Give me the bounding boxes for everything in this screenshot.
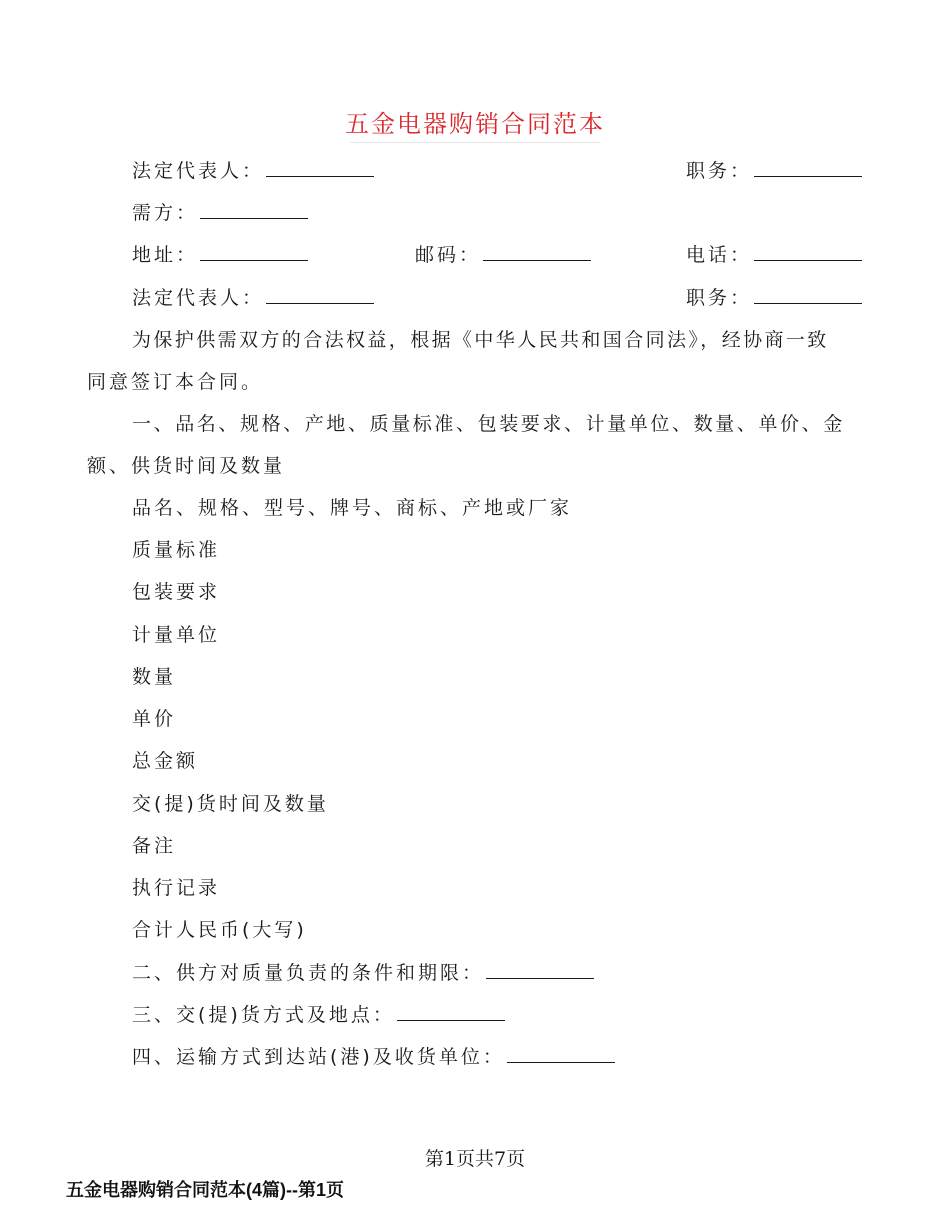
clause-2-text: 二、供方对质量负责的条件和期限： bbox=[132, 962, 485, 984]
clause-3-blank bbox=[397, 1002, 505, 1021]
buyer-legal-rep-label: 法定代表人： bbox=[132, 287, 265, 309]
clause-1-line-1: 一、品名、规格、产地、质量标准、包装要求、计量单位、数量、单价、金 bbox=[132, 413, 845, 435]
supplier-position-field bbox=[686, 158, 862, 184]
list-item: 执行记录 bbox=[132, 877, 221, 899]
list-item: 品名、规格、型号、牌号、商标、产地或厂家 bbox=[132, 497, 573, 519]
clause-3-text: 三、交(提)货方式及地点： bbox=[132, 1004, 395, 1026]
clause-1-line-2: 额、供货时间及数量 bbox=[87, 455, 286, 477]
clause-4-blank bbox=[507, 1044, 615, 1063]
clause-4 bbox=[132, 1044, 615, 1070]
buyer-address-blank bbox=[200, 242, 308, 261]
list-item: 总金额 bbox=[132, 750, 199, 772]
list-item: 包装要求 bbox=[132, 581, 221, 603]
supplier-legal-rep-field bbox=[132, 158, 374, 184]
buyer-postcode-field bbox=[415, 242, 591, 268]
buyer-phone-label: 电话： bbox=[686, 244, 753, 266]
buyer-blank bbox=[200, 200, 308, 219]
buyer-postcode-label: 邮码： bbox=[415, 244, 482, 266]
buyer-address-field bbox=[132, 242, 308, 268]
document-footer-label: 五金电器购销合同范本(4篇)--第1页 bbox=[66, 1180, 344, 1200]
buyer-legal-rep-blank bbox=[266, 285, 374, 304]
buyer-address-label: 地址： bbox=[132, 244, 199, 266]
preamble-line-1: 为保护供需双方的合法权益，根据《中华人民共和国合同法》，经协商一致 bbox=[132, 329, 829, 351]
buyer-phone-field bbox=[686, 242, 862, 268]
supplier-position-label: 职务： bbox=[686, 160, 753, 182]
document-title: 五金电器购销合同范本 bbox=[345, 110, 605, 138]
buyer-label: 需方： bbox=[132, 202, 199, 224]
clause-4-text: 四、运输方式到达站(港)及收货单位： bbox=[132, 1046, 505, 1068]
list-item: 备注 bbox=[132, 835, 177, 857]
buyer-postcode-blank bbox=[483, 242, 591, 261]
supplier-legal-rep-label: 法定代表人： bbox=[132, 160, 265, 182]
clause-2 bbox=[132, 960, 594, 986]
buyer-field bbox=[132, 200, 308, 226]
buyer-phone-blank bbox=[754, 242, 862, 261]
list-item: 数量 bbox=[132, 666, 177, 688]
list-item: 计量单位 bbox=[132, 624, 221, 646]
supplier-position-blank bbox=[754, 158, 862, 177]
buyer-position-blank bbox=[754, 285, 862, 304]
list-item: 质量标准 bbox=[132, 539, 221, 561]
preamble-line-2: 同意签订本合同。 bbox=[87, 371, 264, 393]
list-item: 合计人民币(大写) bbox=[132, 919, 307, 941]
supplier-legal-rep-blank bbox=[266, 158, 374, 177]
title-underline bbox=[350, 142, 600, 143]
buyer-legal-rep-field bbox=[132, 285, 374, 311]
buyer-position-field bbox=[686, 285, 862, 311]
list-item: 单价 bbox=[132, 708, 177, 730]
clause-2-blank bbox=[486, 960, 594, 979]
clause-3 bbox=[132, 1002, 505, 1028]
buyer-position-label: 职务： bbox=[686, 287, 753, 309]
page-indicator: 第1页共7页 bbox=[424, 1148, 526, 1170]
list-item: 交(提)货时间及数量 bbox=[132, 793, 329, 815]
